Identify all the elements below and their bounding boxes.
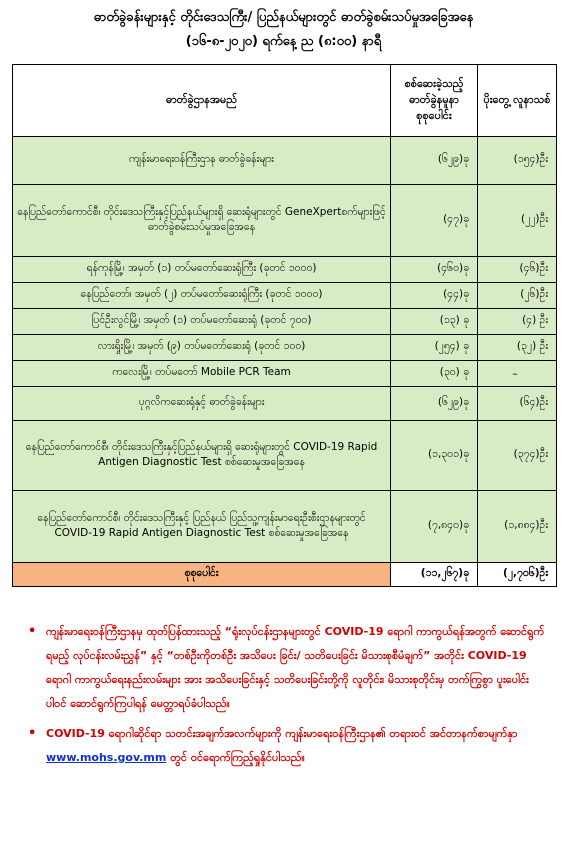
table-row: [13, 309, 557, 335]
document-header: [0, 0, 567, 54]
note-item: [28, 722, 548, 770]
header-positive: ပိုးတွေ့ လူနာသစ်: [478, 65, 557, 137]
table-total-row: [13, 563, 557, 587]
tested-cell: (၁၃) ခု: [391, 309, 478, 335]
document-subtitle: (၁၆-၈-၂၀၂၀) ရက်နေ့ ည (၈:၀၀) နာရီ: [185, 34, 382, 49]
header-tested: စစ်ဆေးခဲ့သည့် ဓာတ်ခွဲနမူနာ စုစုပေါင်း: [391, 65, 478, 137]
tested-cell: (၆၂၉)ခု: [391, 137, 478, 185]
table-row: [13, 361, 557, 387]
positive-cell: (၃၇၄)ဦး: [478, 421, 557, 491]
table-row: [13, 257, 557, 283]
positive-cell: (၃၂) ဦး: [478, 335, 557, 361]
lab-name-cell: နေပြည်တော်၊ အမှတ် (၂) တပ်မတော်ဆေးရုံကြီး (ခုတင် ၁၀၀၀): [13, 283, 391, 309]
positive-cell: (၂၆)ဦး: [478, 283, 557, 309]
table-row: [13, 283, 557, 309]
note-text-part: တွင် ဝင်ရောက်ကြည့်ရှုနိုင်ပါသည်။: [166, 751, 305, 764]
total-label: စုစုပေါင်း: [13, 563, 391, 587]
table-row: [13, 387, 557, 421]
lab-name-cell: ပုဂ္ဂလိကဆေးရုံနှင့် ဓာတ်ခွဲခန်းများ: [13, 387, 391, 421]
total-positive: (၂,၇၀၆)ဦး: [478, 563, 557, 587]
total-tested: (၁၁,၂၆၇)ခု: [391, 563, 478, 587]
table-row: [13, 137, 557, 185]
table-row: [13, 421, 557, 491]
notes-section: [28, 620, 548, 776]
lab-name-cell: ပြင်ဦးလွင်မြို့၊ အမှတ် (၁) တပ်မတော်ဆေးရုံ (ခုတင် ၇၀၀): [13, 309, 391, 335]
positive-cell: –: [478, 361, 557, 387]
lab-name-cell: နေပြည်တော်ကောင်စီ၊ တိုင်းဒေသကြီးနှင့်ပြည်နယ်များရှိ ဆေးရုံများတွင် GeneXpertစက်များဖြင့် ဓာတ်ခွဲစမ်းသပ်မှုအခြေအနေ: [13, 185, 391, 257]
tested-cell: (၂၅၄) ခု: [391, 335, 478, 361]
positive-cell: (၄၆)ဦး: [478, 257, 557, 283]
positive-cell: (၆၄)ဦး: [478, 387, 557, 421]
lab-name-cell: ကလေးမြို့၊ တပ်မတော် Mobile PCR Team: [13, 361, 391, 387]
mohs-website-link[interactable]: www.mohs.gov.mm: [46, 751, 167, 764]
table-row: [13, 335, 557, 361]
table-row: [13, 491, 557, 563]
tested-cell: (၁,၃၀၁)ခု: [391, 421, 478, 491]
table-header-row: [13, 65, 557, 137]
header-lab-name: ဓာတ်ခွဲဌာနအမည်: [13, 65, 391, 137]
lab-results-table: [12, 64, 557, 587]
lab-name-cell: ကျန်းမာရေးဝန်ကြီးဌာန ဓာတ်ခွဲခန်းများ: [13, 137, 391, 185]
tested-cell: (၆၂၉)ခု: [391, 387, 478, 421]
note-text-part: COVID-19 ရောဂါဆိုင်ရာ သတင်းအချက်အလက်များကို ကျန်းမာရေးဝန်ကြီးဌာန၏ တရားဝင် အင်တာနက်စာမျက်နှာ: [46, 727, 518, 740]
note-text: ကျန်းမာရေးဝန်ကြီးဌာနမှ ထုတ်ပြန်ထားသည့် “ရုံးလုပ်ငန်းဌာနများတွင် COVID-19 ရောဂါ ကာကွယ်ရန်အတွက် ဆောင်ရွက်ရမည့် လုပ်ငန်းလမ်းညွှန်” နှင့် “တစ်ဦးကိုတစ်ဦး အသိပေး ခြင်း/ သတိပေးခြင်း မိသားစုစီမံချက်” အတိုင်း COVID-19 ရောဂါ ကာကွယ်ရေးနည်းလမ်းများ အား အသိပေးခြင်းနှင့် သတိပေးခြင်းတို့ကို လူတိုင်း၊ မိသားစုတိုင်းမှ တက်ကြွစွာ ပူးပေါင်းပါဝင် ဆောင်ရွက်ကြပါရန် မေတ္တာရပ်ခံပါသည်။: [46, 625, 545, 710]
tested-cell: (၇,၈၄၀)ခု: [391, 491, 478, 563]
positive-cell: (၁၅၄)ဦး: [478, 137, 557, 185]
tested-cell: (၄၆၀)ခု: [391, 257, 478, 283]
table-row: [13, 185, 557, 257]
document-title: ဓာတ်ခွဲခန်းများနှင့် တိုင်းဒေသကြီး/ ပြည်နယ်များတွင် ဓာတ်ခွဲစမ်းသပ်မှုအခြေအနေ: [93, 10, 474, 25]
note-text-with-link: [46, 722, 548, 770]
tested-cell: (၄၄)ခု: [391, 283, 478, 309]
lab-name-cell: ရန်ကုန်မြို့၊ အမှတ် (၁) တပ်မတော်ဆေးရုံကြီး (ခုတင် ၁၀၀၀): [13, 257, 391, 283]
positive-cell: (၂၂)ဦး: [478, 185, 557, 257]
bullet-icon: •: [28, 624, 37, 639]
lab-name-cell: နေပြည်တော်ကောင်စီ၊ တိုင်းဒေသကြီးနှင့်ပြည်နယ်များရှိ ဆေးရုံများတွင် COVID-19 Rapid Antigen Diagnostic Test စစ်ဆေးမှုအခြေအနေ: [13, 421, 391, 491]
lab-name-cell: လားရှိုးမြို့၊ အမှတ် (၉) တပ်မတော်ဆေးရုံ (ခုတင် ၁၀၀): [13, 335, 391, 361]
tested-cell: (၃၀) ခု: [391, 361, 478, 387]
positive-cell: (၄) ဦး: [478, 309, 557, 335]
bullet-icon: •: [28, 726, 37, 741]
tested-cell: (၄၇)ခု: [391, 185, 478, 257]
lab-name-cell: နေပြည်တော်ကောင်စီ၊ တိုင်းဒေသကြီးနှင့် ပြည်နယ် ပြည်သူ့ကျန်းမာရေးဦးစီးဌာနများတွင် COVID-19 Rapid Antigen Diagnostic Test စစ်ဆေးမှုအခြေအနေ: [13, 491, 391, 563]
positive-cell: (၁,၈၈၄)ဦး: [478, 491, 557, 563]
note-item: [28, 620, 548, 716]
